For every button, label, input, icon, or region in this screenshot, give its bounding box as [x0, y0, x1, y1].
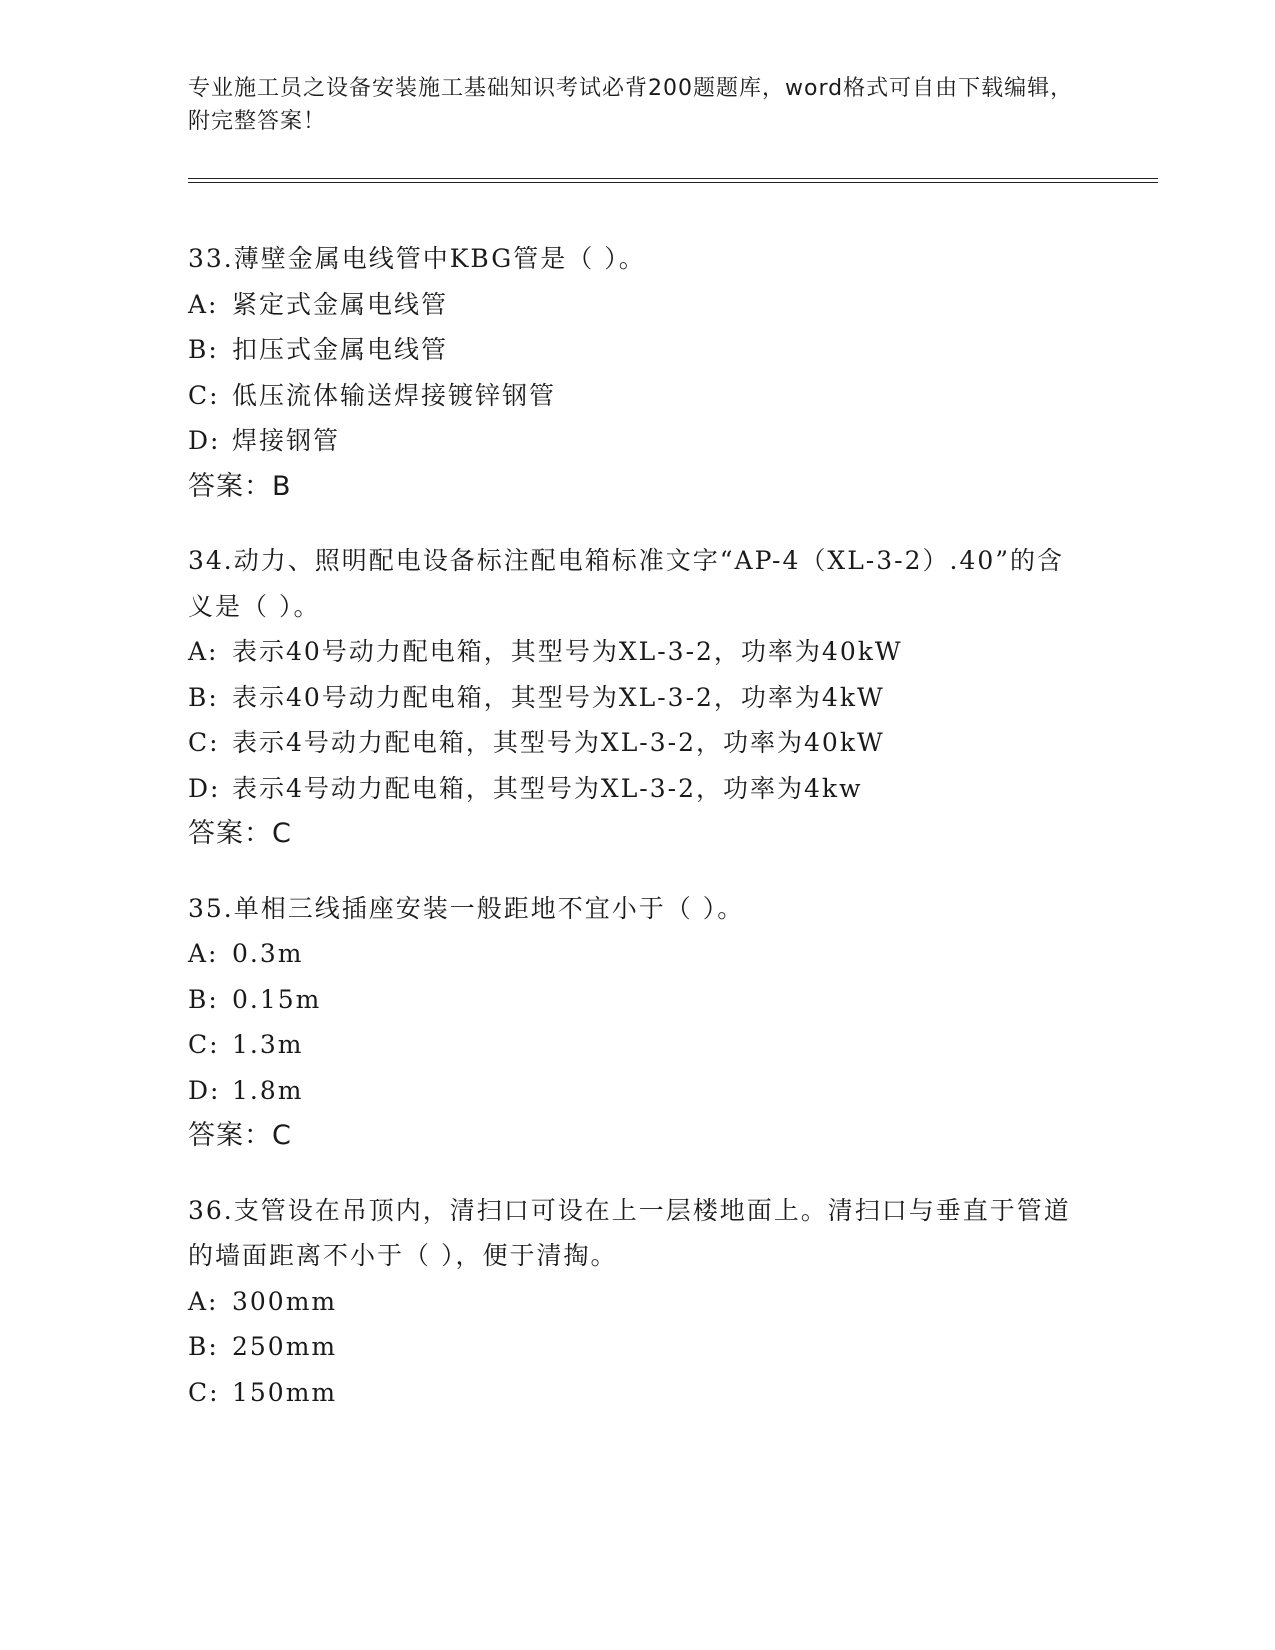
- option-letter: B:: [188, 682, 219, 712]
- option-text: 1.3m: [232, 1030, 304, 1059]
- option-a: [188, 931, 1088, 977]
- option-letter: A:: [188, 637, 219, 666]
- option-b: [188, 675, 1088, 721]
- option-c: [188, 1370, 1088, 1416]
- option-text: 150mm: [232, 1377, 338, 1407]
- header-double-rule: [188, 178, 1158, 183]
- answer-line: 答案：C: [188, 1120, 292, 1151]
- option-text: 1.8m: [232, 1075, 304, 1105]
- option-letter: A:: [188, 289, 219, 319]
- option-a: [188, 282, 1088, 328]
- question-list: [188, 236, 1088, 1444]
- option-letter: C:: [188, 728, 220, 757]
- option-letter: D:: [188, 773, 221, 803]
- question-34: [188, 538, 1088, 857]
- option-text: 250mm: [232, 1332, 338, 1361]
- option-text: 0.15m: [232, 984, 322, 1014]
- question-stem: 33.薄壁金属电线管中KBG管是（ ）。: [188, 244, 646, 273]
- question-35: [188, 886, 1088, 1159]
- option-letter: B:: [188, 984, 219, 1014]
- option-letter: B:: [188, 1332, 219, 1361]
- question-33: [188, 236, 1088, 509]
- option-c: [188, 720, 1088, 766]
- option-d: [188, 418, 1088, 464]
- option-text: 低压流体输送焊接镀锌钢管: [232, 380, 557, 410]
- option-text: 300mm: [232, 1286, 338, 1316]
- option-text: 焊接钢管: [232, 426, 341, 455]
- option-text: 表示4号动力配电箱，其型号为XL-3-2，功率为40kW: [232, 728, 885, 757]
- option-text: 紧定式金属电线管: [232, 289, 449, 319]
- option-c: [188, 1022, 1088, 1068]
- option-c: [188, 373, 1088, 419]
- option-d: [188, 766, 1088, 812]
- option-a: [188, 1279, 1088, 1325]
- option-b: [188, 1324, 1088, 1370]
- question-stem: 36.支管设在吊顶内，清扫口可设在上一层楼地面上。清扫口与垂直于管道的墙面距离不小于（ ），便于清掏。: [188, 1195, 1071, 1270]
- option-d: [188, 1068, 1088, 1114]
- option-letter: D:: [188, 426, 221, 455]
- option-text: 表示4号动力配电箱，其型号为XL-3-2，功率为4kw: [232, 773, 863, 803]
- option-text: 表示40号动力配电箱，其型号为XL-3-2，功率为40kW: [232, 637, 903, 666]
- question-36: [188, 1188, 1088, 1416]
- option-letter: C:: [188, 1377, 220, 1407]
- option-letter: C:: [188, 380, 220, 410]
- option-letter: D:: [188, 1075, 221, 1105]
- answer-line: 答案：B: [188, 470, 292, 502]
- option-text: 扣压式金属电线管: [232, 335, 449, 364]
- option-letter: A:: [188, 939, 219, 968]
- option-a: [188, 629, 1088, 675]
- option-b: [188, 327, 1088, 373]
- option-text: 0.3m: [232, 939, 304, 968]
- question-stem: 34.动力、照明配电设备标注配电箱标准文字“AP-4（XL-3-2）.40”的含义是（ ）。: [188, 546, 1065, 621]
- option-b: [188, 977, 1088, 1023]
- option-letter: C:: [188, 1030, 220, 1059]
- document-header: [188, 72, 1088, 138]
- question-stem: 35.单相三线插座安装一般距地不宜小于（ ）。: [188, 893, 745, 923]
- option-text: 表示40号动力配电箱，其型号为XL-3-2，功率为4kW: [232, 682, 885, 712]
- answer-line: 答案：C: [188, 818, 292, 849]
- document-title: 专业施工员之设备安装施工基础知识考试必背200题题库，word格式可自由下载编辑，附完整答案！: [188, 76, 1074, 134]
- option-letter: A:: [188, 1286, 219, 1316]
- option-letter: B:: [188, 335, 219, 364]
